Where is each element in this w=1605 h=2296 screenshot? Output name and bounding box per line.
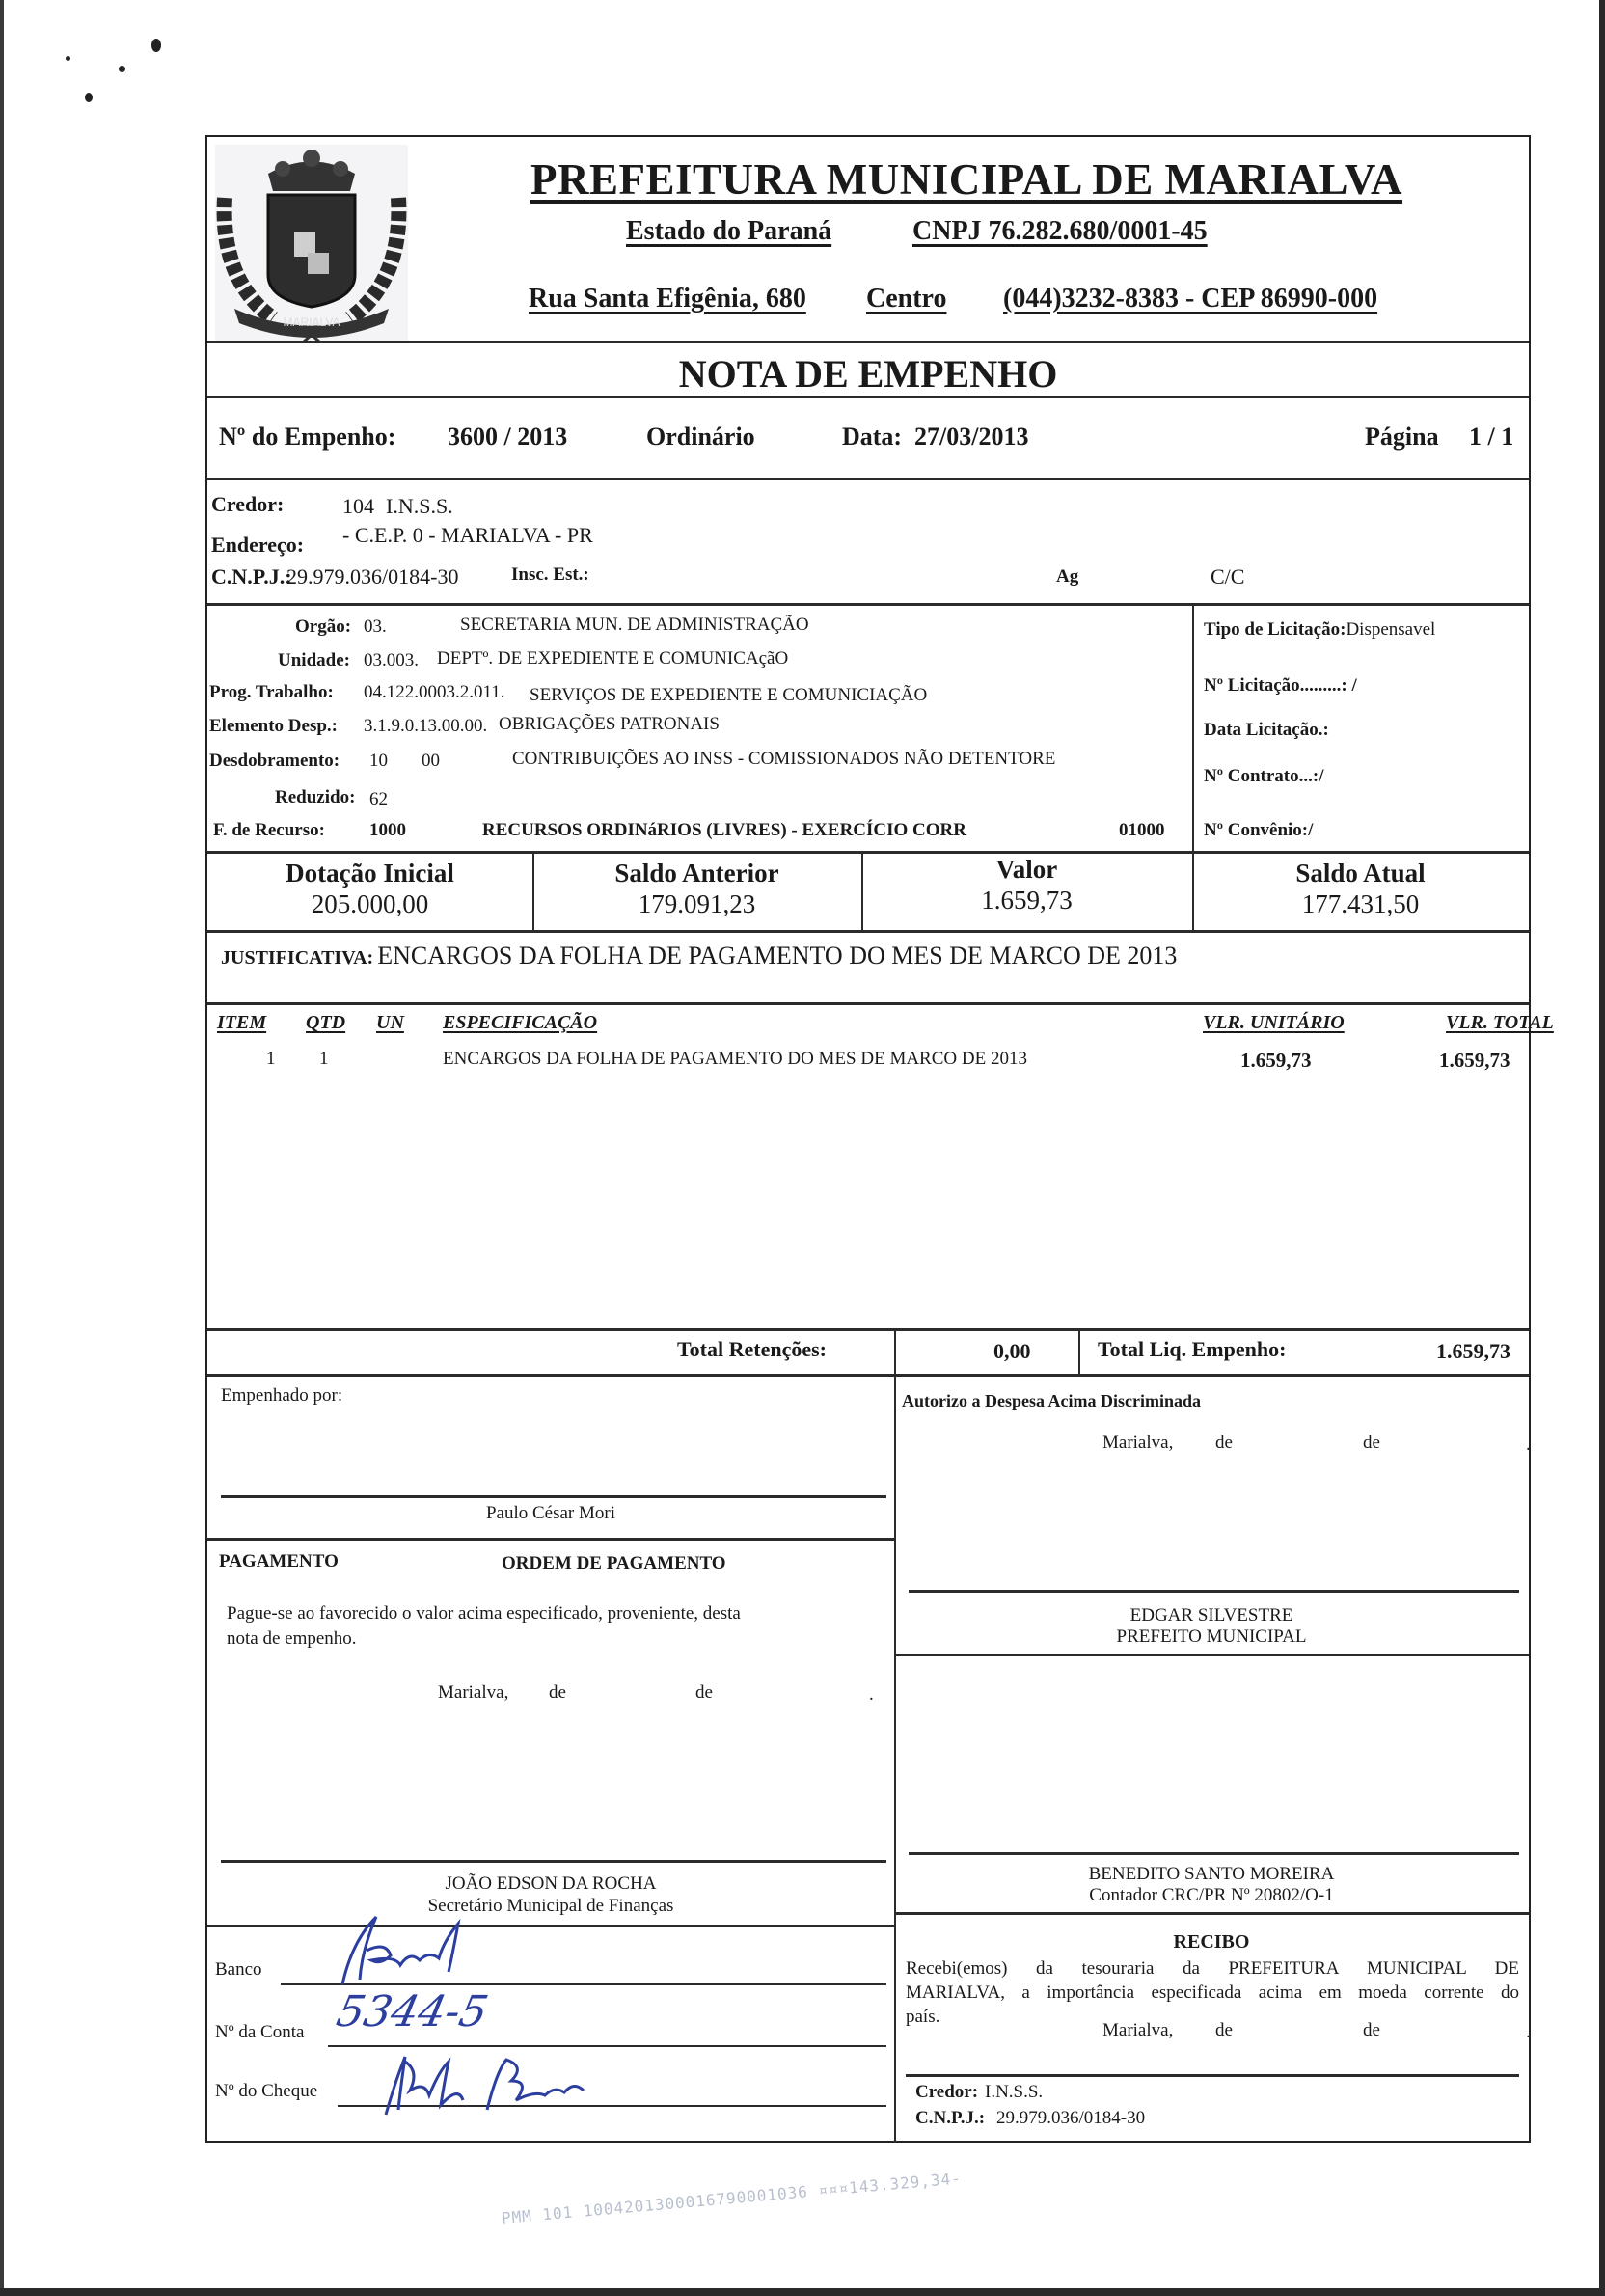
scan-speck (119, 66, 125, 72)
unidade-code: 03.003. (364, 650, 419, 670)
col-item: ITEM (217, 1012, 267, 1033)
recurso-code: 1000 (369, 820, 406, 840)
recibo-city: Marialva, (1102, 2020, 1174, 2040)
header-district: Centro (866, 284, 947, 314)
orgao-name: SECRETARIA MUN. DE ADMINISTRAÇÃO (460, 615, 809, 635)
insc-est-label: Insc. Est.: (511, 564, 589, 585)
desdobramento-subcode: 00 (422, 751, 440, 771)
empenho-date: 27/03/2013 (914, 423, 1029, 451)
numero-convenio: Nº Convênio:/ (1204, 820, 1314, 840)
col-qtd: QTD (306, 1012, 346, 1033)
recibo-de1: de (1215, 2020, 1233, 2040)
signature-line (909, 1852, 1519, 1855)
header-cnpj: CNPJ 76.282.680/0001-45 (912, 216, 1208, 246)
scan-speck (66, 56, 70, 61)
cnpj-value: 29.979.036/0184-30 (286, 564, 459, 588)
row-item: 1 (266, 1049, 276, 1069)
divider (207, 1538, 894, 1541)
conta-label: Nº da Conta (215, 2022, 305, 2042)
endereco-value: - C.E.P. 0 - MARIALVA - PR (342, 523, 593, 547)
divider (207, 930, 1529, 933)
unidade-name: DEPTº. DE EXPEDIENTE E COMUNICAçãO (437, 648, 789, 669)
scan-edge-left (0, 0, 4, 2296)
divider (207, 851, 1529, 854)
svg-text:MARIALVA: MARIALVA (283, 315, 340, 329)
scan-speck (151, 39, 161, 52)
prog-trabalho-code: 04.122.0003.2.011. (364, 682, 505, 702)
dotacao-inicial-label: Dotação Inicial (286, 859, 454, 888)
row-qtd: 1 (319, 1049, 329, 1069)
numero-licitacao: Nº Licitação.........: / (1204, 675, 1357, 696)
cheque-label: Nº do Cheque (215, 2081, 318, 2101)
secretario-name: JOÃO EDSON DA ROCHA (445, 1873, 657, 1894)
divider (207, 341, 1529, 343)
recibo-text-line3: país. (906, 2007, 940, 2027)
recibo-text-line1: Recebi(emos) da tesouraria da PREFEITURA MUNICIPAL DE (906, 1958, 1519, 1979)
tipo-licitacao-label-text: Tipo de Licitação: (1204, 619, 1347, 640)
autorizo-city: Marialva, (1102, 1433, 1174, 1453)
tipo-licitacao-label (1204, 619, 1435, 641)
recurso-code2: 01000 (1119, 820, 1165, 840)
autorizo-de2: de (1363, 1433, 1380, 1453)
scan-edge-right (1599, 0, 1605, 2296)
scan-speck (85, 93, 93, 102)
empenho-date-label: Data: (842, 423, 903, 451)
row-vlr-total: 1.659,73 (1439, 1049, 1510, 1072)
saldo-atual-value: 177.431,50 (1301, 889, 1420, 918)
nota-de-empenho-form (205, 135, 1554, 2143)
data-licitacao: Data Licitação.: (1204, 720, 1329, 740)
orgao-code: 03. (364, 616, 387, 637)
empenhado-por-name: Paulo César Mori (485, 1503, 616, 1523)
empenho-number: 3600 / 2013 (448, 423, 568, 451)
divider (1192, 605, 1194, 851)
divider (207, 603, 1529, 606)
header-address: Rua Santa Efigênia, 680 (529, 284, 806, 314)
document-title: NOTA DE EMPENHO (678, 352, 1058, 396)
desdobramento-name: CONTRIBUIÇÕES AO INSS - COMISSIONADOS NÃO DETENTORE (512, 749, 1056, 769)
divider (207, 478, 1529, 480)
pagamento-city: Marialva, (438, 1682, 509, 1703)
ag-label: Ag (1056, 566, 1079, 587)
unidade-label: Unidade: (278, 650, 350, 670)
header-title: PREFEITURA MUNICIPAL DE MARIALVA (530, 155, 1403, 204)
recibo-credor-label: Credor: (915, 2082, 979, 2102)
recurso-label: F. de Recurso: (213, 820, 325, 840)
contador-role: Contador CRC/PR Nº 20802/O-1 (1089, 1885, 1334, 1905)
recibo-de2: de (1363, 2020, 1380, 2040)
col-un: UN (376, 1012, 404, 1033)
prefeito-name: EDGAR SILVESTRE (1129, 1605, 1293, 1626)
total-retencoes-value: 0,00 (993, 1339, 1031, 1363)
handwritten-signature-banco (313, 1912, 506, 1989)
bank-authentication-stamp: PMM 101 1004201300016790001036 ¤¤¤143.329,34- (501, 2169, 963, 2228)
elemento-code: 3.1.9.0.13.00.00. (364, 716, 488, 736)
orgao-label: Orgão: (295, 616, 352, 637)
row-vlr-unitario: 1.659,73 (1240, 1049, 1312, 1072)
signature-line (221, 1860, 886, 1863)
recibo-cnpj-label: C.N.P.J.: (915, 2108, 986, 2128)
valor-label: Valor (995, 855, 1058, 884)
page-number: 1 / 1 (1469, 423, 1514, 451)
col-especificacao: ESPECIFICAÇÃO (443, 1012, 598, 1033)
divider (894, 1654, 1529, 1656)
recurso-name: RECURSOS ORDINáRIOS (LIVRES) - EXERCÍCIO CORR (482, 820, 966, 840)
empenho-type: Ordinário (646, 423, 755, 451)
divider (207, 1002, 1529, 1005)
handwritten-signature-cheque (371, 2052, 593, 2119)
recibo-text (906, 1956, 1519, 2029)
conta-field-line (328, 2045, 886, 2047)
numero-contrato: Nº Contrato...:/ (1204, 766, 1324, 786)
autorizo-end: . (1526, 1435, 1531, 1455)
pagamento-de1: de (549, 1682, 566, 1703)
recibo-text-line2: MARIALVA, a importância especificada acima em moeda corrente do (906, 1982, 1519, 2003)
justificativa-label: JUSTIFICATIVA: (221, 947, 374, 969)
reduzido-label: Reduzido: (275, 787, 356, 807)
autorizo-de1: de (1215, 1433, 1233, 1453)
ordem-pagamento-label: ORDEM DE PAGAMENTO (502, 1553, 726, 1573)
saldo-anterior-label: Saldo Anterior (614, 859, 779, 888)
total-liquido-label: Total Liq. Empenho: (1098, 1337, 1287, 1361)
signature-line (221, 1495, 886, 1498)
reduzido-value: 62 (369, 789, 388, 809)
col-vlr-unitario: VLR. UNITÁRIO (1203, 1012, 1345, 1033)
banco-label: Banco (215, 1959, 262, 1980)
signature-line (906, 2074, 1519, 2077)
prog-trabalho-label: Prog. Trabalho: (209, 682, 334, 702)
secretario-role: Secretário Municipal de Finanças (427, 1896, 674, 1916)
divider (894, 1912, 1529, 1915)
municipal-coat-of-arms-icon (215, 145, 408, 342)
header-phone-cep: (044)3232-8383 - CEP 86990-000 (1003, 284, 1378, 314)
saldo-anterior-value: 179.091,23 (638, 889, 756, 918)
pagamento-end: . (869, 1684, 874, 1705)
divider (207, 396, 1529, 398)
header-state: Estado do Paraná (626, 216, 832, 246)
pagamento-text-line2: nota de empenho. (227, 1628, 357, 1649)
valor-value: 1.659,73 (981, 886, 1073, 915)
pagamento-text-line1: Pague-se ao favorecido o valor acima especificado, proveniente, desta (227, 1603, 741, 1624)
desdobramento-label: Desdobramento: (209, 751, 340, 771)
contador-name: BENEDITO SANTO MOREIRA (1088, 1864, 1335, 1884)
signature-line (909, 1590, 1519, 1593)
recibo-end: . (1526, 2022, 1531, 2042)
endereco-label: Endereço: (211, 533, 305, 557)
pagamento-label: PAGAMENTO (219, 1551, 339, 1572)
total-liquido-value: 1.659,73 (1436, 1339, 1510, 1363)
elemento-label: Elemento Desp.: (209, 716, 338, 736)
divider (207, 1328, 1529, 1331)
divider (894, 1330, 896, 2143)
divider (1078, 1330, 1080, 1374)
credor-name: I.N.S.S. (386, 494, 453, 518)
desdobramento-code: 10 (369, 751, 388, 771)
total-retencoes-label: Total Retenções: (677, 1337, 827, 1361)
page-label: Página (1365, 423, 1439, 451)
recibo-credor-value: I.N.S.S. (985, 2082, 1044, 2102)
pagamento-de2: de (695, 1682, 713, 1703)
recibo-cnpj-value: 29.979.036/0184-30 (996, 2108, 1146, 2128)
credor-code: 104 (342, 494, 374, 518)
scan-edge-bottom (0, 2288, 1605, 2296)
dotacao-inicial-value: 205.000,00 (311, 889, 429, 918)
cnpj-label: C.N.P.J.: (211, 564, 292, 588)
handwritten-conta-number: 5344-5 (332, 1987, 493, 2036)
cc-label: C/C (1211, 564, 1245, 588)
recibo-title: RECIBO (1173, 1931, 1250, 1953)
autorizo-label: Autorizo a Despesa Acima Discriminada (902, 1391, 1201, 1410)
divider (207, 1374, 1529, 1377)
justificativa (221, 942, 1177, 970)
divider (207, 1925, 894, 1927)
credor-label: Credor: (211, 492, 285, 516)
elemento-name: OBRIGAÇÕES PATRONAIS (499, 714, 720, 734)
prog-trabalho-name: SERVIÇOS DE EXPEDIENTE E COMUNICIAÇÃO (530, 685, 928, 705)
col-vlr-total: VLR. TOTAL (1446, 1012, 1554, 1033)
empenho-number-label: Nº do Empenho: (219, 423, 396, 451)
saldo-atual-label: Saldo Atual (1295, 859, 1426, 888)
tipo-licitacao-value: Dispensavel (1346, 619, 1436, 640)
row-especificacao: ENCARGOS DA FOLHA DE PAGAMENTO DO MES DE MARCO DE 2013 (443, 1049, 1027, 1069)
empenhado-por-label: Empenhado por: (221, 1385, 343, 1406)
justificativa-text: ENCARGOS DA FOLHA DE PAGAMENTO DO MES DE MARCO DE 2013 (377, 942, 1178, 970)
prefeito-role: PREFEITO MUNICIPAL (1116, 1626, 1307, 1647)
